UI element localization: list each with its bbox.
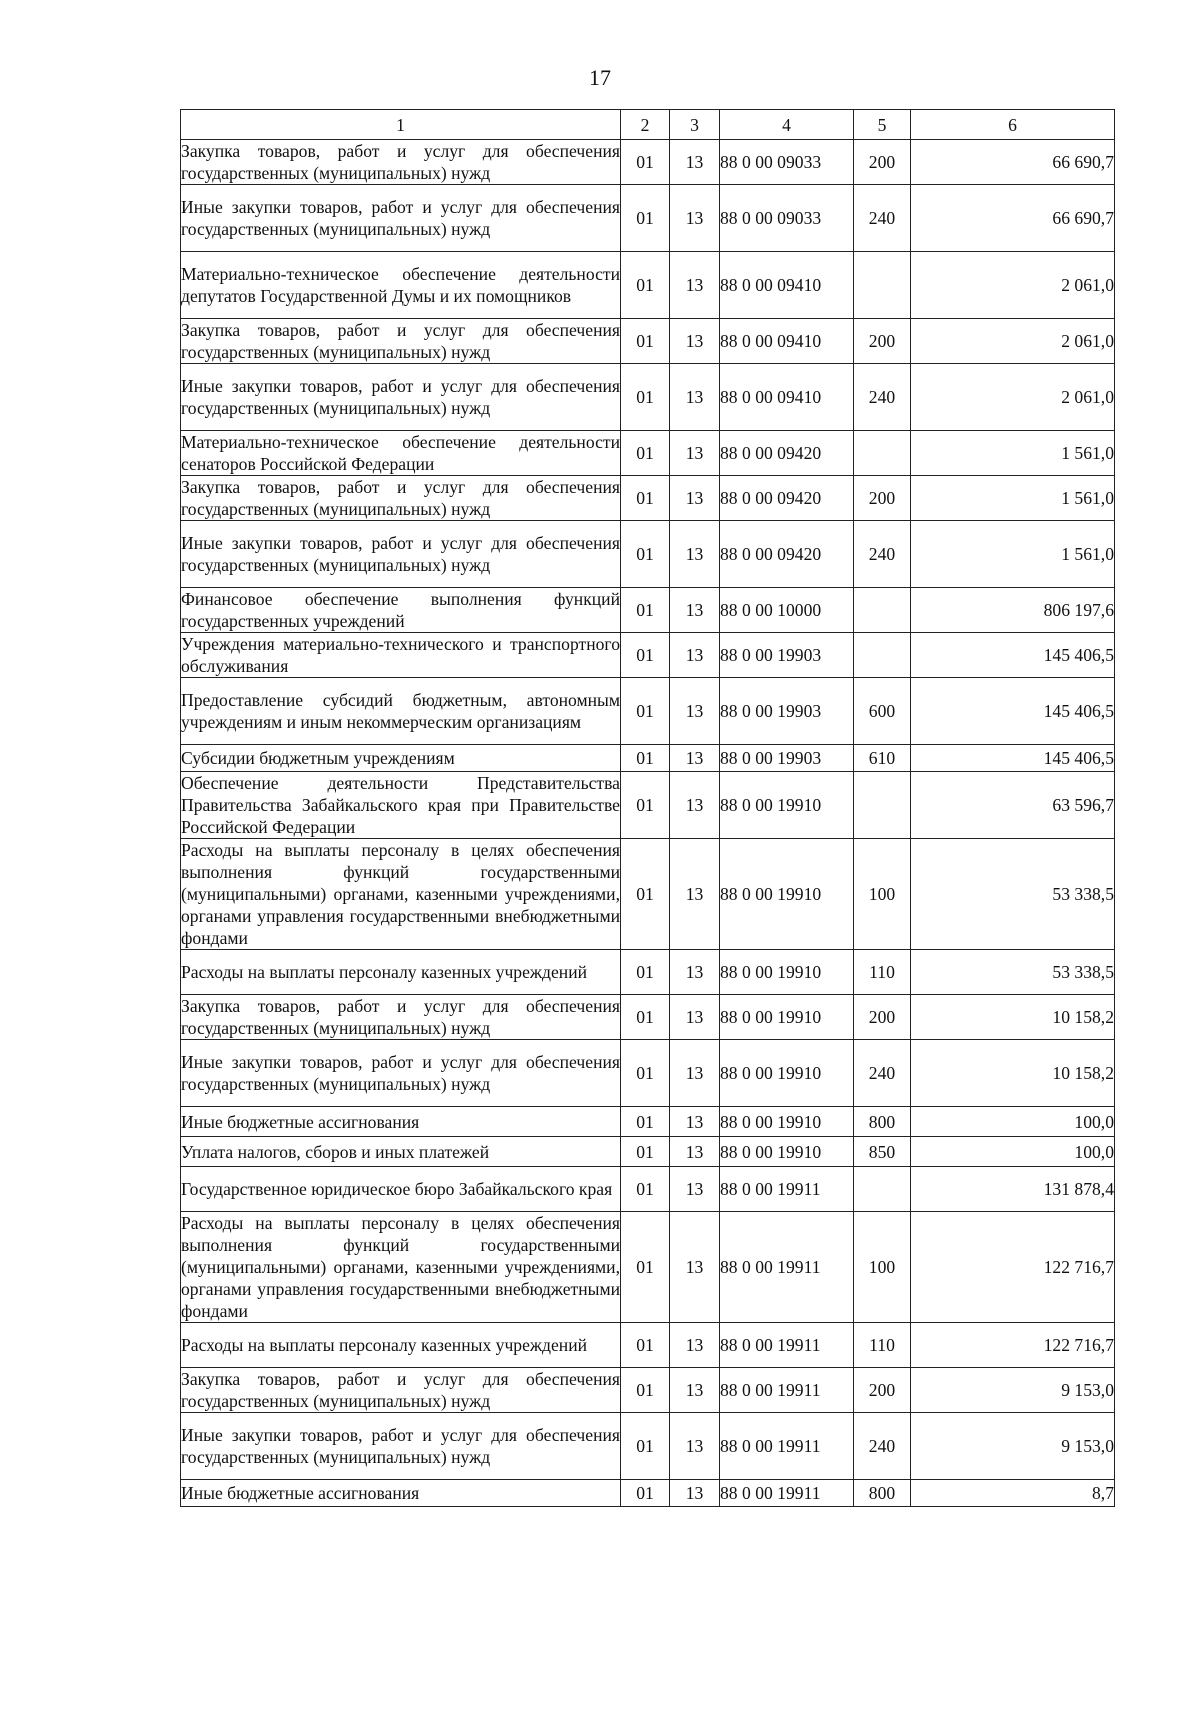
table-row [181, 678, 1115, 745]
column-header: 5 [854, 110, 911, 140]
expense-name-cell: Иные закупки товаров, работ и услуг для обеспечения государственных (муниципальных) нужд [181, 1413, 621, 1480]
table-row [181, 1137, 1115, 1167]
target-article-cell: 88 0 00 19911 [720, 1167, 854, 1212]
expense-name-cell: Предоставление субсидий бюджетным, автономным учреждениям и иным некоммерческим организациям [181, 678, 621, 745]
target-article-cell: 88 0 00 19911 [720, 1413, 854, 1480]
section-code-cell: 01 [621, 588, 670, 633]
section-code-cell: 01 [621, 1107, 670, 1137]
section-code-cell: 01 [621, 185, 670, 252]
expense-name-cell: Закупка товаров, работ и услуг для обеспечения государственных (муниципальных) нужд [181, 320, 620, 362]
expense-type-cell: 200 [854, 476, 911, 521]
expense-type-cell: 100 [854, 1212, 911, 1323]
target-article-cell: 88 0 00 19910 [720, 1040, 854, 1107]
target-article-cell: 88 0 00 09420 [720, 521, 854, 588]
expense-type-cell: 240 [854, 521, 911, 588]
table-row [181, 1167, 1115, 1212]
table-row [181, 995, 1115, 1040]
expense-type-cell [854, 1167, 911, 1212]
section-code-cell: 01 [621, 431, 670, 476]
section-code-cell: 01 [621, 995, 670, 1040]
amount-cell: 806 197,6 [911, 588, 1115, 633]
target-article-cell: 88 0 00 10000 [720, 588, 854, 633]
expense-name-cell: Закупка товаров, работ и услуг для обеспечения государственных (муниципальных) нужд [181, 141, 620, 183]
expense-type-cell: 850 [854, 1137, 911, 1167]
expense-type-cell: 200 [854, 995, 911, 1040]
amount-cell: 53 338,5 [911, 839, 1115, 950]
amount-cell: 66 690,7 [911, 140, 1115, 185]
table-row [181, 1368, 1115, 1413]
section-code-cell: 01 [621, 521, 670, 588]
section-code-cell: 01 [621, 633, 670, 678]
table-row [181, 1040, 1115, 1107]
section-code-cell: 01 [621, 252, 670, 319]
section-code-cell: 01 [621, 140, 670, 185]
subsection-code-cell: 13 [670, 431, 720, 476]
expense-name-cell: Иные закупки товаров, работ и услуг для обеспечения государственных (муниципальных) нужд [181, 185, 621, 252]
subsection-code-cell: 13 [670, 185, 720, 252]
subsection-code-cell: 13 [670, 839, 720, 950]
expense-name-cell: Иные закупки товаров, работ и услуг для обеспечения государственных (муниципальных) нужд [181, 521, 621, 588]
expense-name-cell: Учреждения материально-технического и транспортного обслуживания [181, 634, 620, 676]
subsection-code-cell: 13 [670, 1413, 720, 1480]
amount-cell: 122 716,7 [911, 1323, 1115, 1368]
budget-table [180, 109, 1115, 1507]
amount-cell: 10 158,2 [911, 1040, 1115, 1107]
table-row [181, 252, 1115, 319]
column-header: 3 [670, 110, 720, 140]
table-row [181, 185, 1115, 252]
expense-type-cell [854, 772, 911, 839]
section-code-cell: 01 [621, 319, 670, 364]
amount-cell: 1 561,0 [911, 431, 1115, 476]
page-number: 17 [589, 65, 611, 90]
section-code-cell: 01 [621, 1137, 670, 1167]
expense-type-cell: 240 [854, 364, 911, 431]
subsection-code-cell: 13 [670, 252, 720, 319]
expense-name-cell: Государственное юридическое бюро Забайкальского края [181, 1167, 621, 1212]
subsection-code-cell: 13 [670, 1137, 720, 1167]
subsection-code-cell: 13 [670, 1167, 720, 1212]
expense-type-cell: 600 [854, 678, 911, 745]
expense-type-cell: 100 [854, 839, 911, 950]
expense-type-cell: 200 [854, 1368, 911, 1413]
table-row [181, 633, 1115, 678]
subsection-code-cell: 13 [670, 476, 720, 521]
expense-name-cell: Расходы на выплаты персоналу казенных учреждений [181, 1323, 621, 1368]
section-code-cell: 01 [621, 1368, 670, 1413]
table-row [181, 1480, 1115, 1507]
amount-cell: 9 153,0 [911, 1368, 1115, 1413]
expense-name-cell: Финансовое обеспечение выполнения функций государственных учреждений [181, 589, 620, 631]
expense-type-cell: 240 [854, 1040, 911, 1107]
target-article-cell: 88 0 00 19910 [720, 950, 854, 995]
expense-name-cell: Материально-техническое обеспечение деятельности депутатов Государственной Думы и их помощников [181, 252, 621, 319]
table-row [181, 431, 1115, 476]
expense-type-cell: 240 [854, 1413, 911, 1480]
amount-cell: 53 338,5 [911, 950, 1115, 995]
target-article-cell: 88 0 00 19910 [720, 995, 854, 1040]
target-article-cell: 88 0 00 19911 [720, 1323, 854, 1368]
subsection-code-cell: 13 [670, 678, 720, 745]
subsection-code-cell: 13 [670, 1480, 720, 1507]
table-row [181, 745, 1115, 772]
expense-name-cell: Иные закупки товаров, работ и услуг для обеспечения государственных (муниципальных) нужд [181, 1040, 621, 1107]
expense-name-cell: Материально-техническое обеспечение деятельности сенаторов Российской Федерации [181, 432, 620, 474]
table-row [181, 364, 1115, 431]
target-article-cell: 88 0 00 19903 [720, 678, 854, 745]
section-code-cell: 01 [621, 745, 670, 772]
subsection-code-cell: 13 [670, 1107, 720, 1137]
section-code-cell: 01 [621, 1167, 670, 1212]
expense-name-cell: Закупка товаров, работ и услуг для обеспечения государственных (муниципальных) нужд [181, 477, 620, 519]
expense-name-cell: Иные бюджетные ассигнования [181, 1107, 621, 1137]
target-article-cell: 88 0 00 19911 [720, 1480, 854, 1507]
table-row [181, 772, 1115, 839]
section-code-cell: 01 [621, 1040, 670, 1107]
table-row [181, 588, 1115, 633]
expense-type-cell: 110 [854, 950, 911, 995]
target-article-cell: 88 0 00 19910 [720, 1137, 854, 1167]
subsection-code-cell: 13 [670, 588, 720, 633]
subsection-code-cell: 13 [670, 995, 720, 1040]
table-row [181, 950, 1115, 995]
expense-type-cell: 240 [854, 185, 911, 252]
amount-cell: 63 596,7 [911, 772, 1115, 839]
expense-type-cell [854, 252, 911, 319]
expense-name-cell: Иные бюджетные ассигнования [181, 1480, 621, 1507]
subsection-code-cell: 13 [670, 521, 720, 588]
target-article-cell: 88 0 00 19910 [720, 1107, 854, 1137]
amount-cell: 2 061,0 [911, 252, 1115, 319]
amount-cell: 1 561,0 [911, 476, 1115, 521]
target-article-cell: 88 0 00 09033 [720, 185, 854, 252]
target-article-cell: 88 0 00 09033 [720, 140, 854, 185]
expense-name-cell: Обеспечение деятельности Представительства Правительства Забайкальского края при Правительстве Российской Федерации [181, 773, 620, 837]
expense-name-cell: Расходы на выплаты персоналу казенных учреждений [181, 950, 621, 995]
table-row [181, 1107, 1115, 1137]
target-article-cell: 88 0 00 19910 [720, 839, 854, 950]
section-code-cell: 01 [621, 950, 670, 995]
amount-cell: 8,7 [911, 1480, 1115, 1507]
target-article-cell: 88 0 00 19911 [720, 1212, 854, 1323]
amount-cell: 122 716,7 [911, 1212, 1115, 1323]
table-row [181, 1413, 1115, 1480]
subsection-code-cell: 13 [670, 364, 720, 431]
target-article-cell: 88 0 00 09410 [720, 319, 854, 364]
column-header: 1 [181, 110, 621, 140]
amount-cell: 100,0 [911, 1137, 1115, 1167]
target-article-cell: 88 0 00 09410 [720, 252, 854, 319]
section-code-cell: 01 [621, 772, 670, 839]
subsection-code-cell: 13 [670, 319, 720, 364]
table-row [181, 1323, 1115, 1368]
expense-type-cell [854, 633, 911, 678]
amount-cell: 131 878,4 [911, 1167, 1115, 1212]
amount-cell: 1 561,0 [911, 521, 1115, 588]
subsection-code-cell: 13 [670, 1323, 720, 1368]
expense-type-cell: 800 [854, 1107, 911, 1137]
column-header: 6 [911, 110, 1115, 140]
amount-cell: 10 158,2 [911, 995, 1115, 1040]
table-row [181, 1212, 1115, 1323]
section-code-cell: 01 [621, 364, 670, 431]
section-code-cell: 01 [621, 1323, 670, 1368]
section-code-cell: 01 [621, 1413, 670, 1480]
table-header-row [181, 110, 1115, 140]
expense-name-cell: Субсидии бюджетным учреждениям [181, 745, 621, 772]
subsection-code-cell: 13 [670, 140, 720, 185]
amount-cell: 100,0 [911, 1107, 1115, 1137]
table-row [181, 476, 1115, 521]
expense-name-cell: Иные закупки товаров, работ и услуг для обеспечения государственных (муниципальных) нужд [181, 364, 621, 431]
subsection-code-cell: 13 [670, 1040, 720, 1107]
amount-cell: 145 406,5 [911, 745, 1115, 772]
target-article-cell: 88 0 00 19910 [720, 772, 854, 839]
section-code-cell: 01 [621, 678, 670, 745]
amount-cell: 66 690,7 [911, 185, 1115, 252]
subsection-code-cell: 13 [670, 1368, 720, 1413]
amount-cell: 2 061,0 [911, 364, 1115, 431]
table-row [181, 319, 1115, 364]
section-code-cell: 01 [621, 476, 670, 521]
section-code-cell: 01 [621, 1480, 670, 1507]
expense-name-cell: Расходы на выплаты персоналу в целях обеспечения выполнения функций государственными (муниципальными) органами, казенными учреждениями, органами управления государственными внебюджетными фондами [181, 840, 620, 948]
target-article-cell: 88 0 00 19903 [720, 633, 854, 678]
target-article-cell: 88 0 00 09420 [720, 431, 854, 476]
subsection-code-cell: 13 [670, 950, 720, 995]
amount-cell: 145 406,5 [911, 633, 1115, 678]
amount-cell: 9 153,0 [911, 1413, 1115, 1480]
expense-name-cell: Закупка товаров, работ и услуг для обеспечения государственных (муниципальных) нужд [181, 996, 620, 1038]
expense-name-cell: Расходы на выплаты персоналу в целях обеспечения выполнения функций государственными (муниципальными) органами, казенными учреждениями, органами управления государственными внебюджетными фондами [181, 1213, 620, 1321]
subsection-code-cell: 13 [670, 745, 720, 772]
amount-cell: 2 061,0 [911, 319, 1115, 364]
target-article-cell: 88 0 00 19903 [720, 745, 854, 772]
table-row [181, 521, 1115, 588]
column-header: 2 [621, 110, 670, 140]
amount-cell: 145 406,5 [911, 678, 1115, 745]
expense-type-cell: 200 [854, 140, 911, 185]
expense-type-cell: 610 [854, 745, 911, 772]
section-code-cell: 01 [621, 839, 670, 950]
expense-name-cell: Уплата налогов, сборов и иных платежей [181, 1137, 621, 1167]
section-code-cell: 01 [621, 1212, 670, 1323]
subsection-code-cell: 13 [670, 1212, 720, 1323]
expense-type-cell [854, 431, 911, 476]
expense-type-cell: 110 [854, 1323, 911, 1368]
target-article-cell: 88 0 00 09420 [720, 476, 854, 521]
column-header: 4 [720, 110, 854, 140]
target-article-cell: 88 0 00 09410 [720, 364, 854, 431]
subsection-code-cell: 13 [670, 772, 720, 839]
subsection-code-cell: 13 [670, 633, 720, 678]
expense-type-cell [854, 588, 911, 633]
expense-name-cell: Закупка товаров, работ и услуг для обеспечения государственных (муниципальных) нужд [181, 1369, 620, 1411]
expense-type-cell: 800 [854, 1480, 911, 1507]
table-row [181, 839, 1115, 950]
expense-type-cell: 200 [854, 319, 911, 364]
target-article-cell: 88 0 00 19911 [720, 1368, 854, 1413]
table-row [181, 140, 1115, 185]
